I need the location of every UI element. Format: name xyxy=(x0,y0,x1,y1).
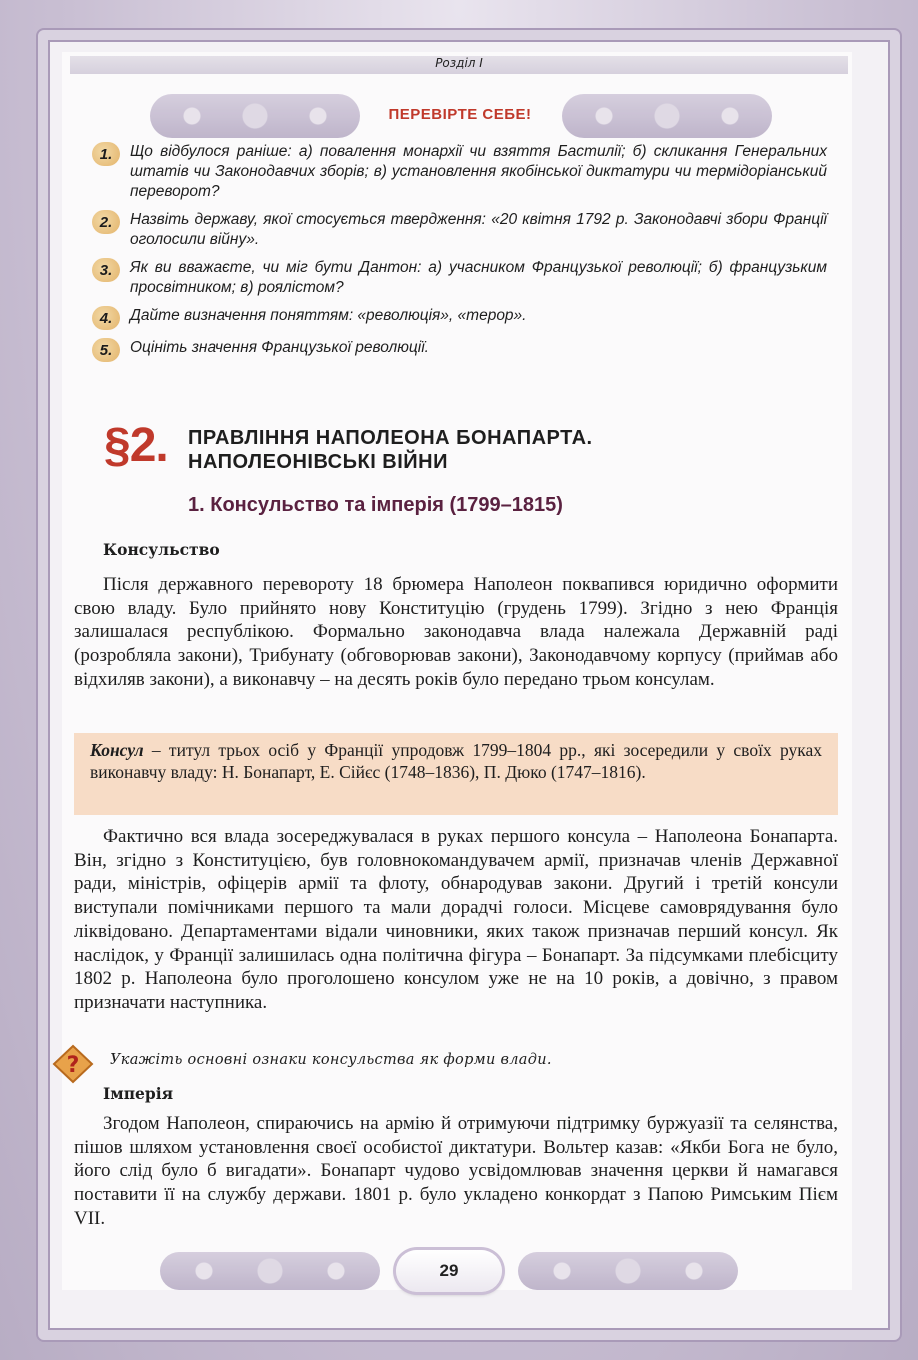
consulate-paragraph-1: Після державного перевороту 18 брюмера Наполеон поквапився юридично оформити свою владу. Було прийнято нову Конституцію (грудень 1799). Згідно з нею Франція залишалася республікою. Формально законодавча влада належала Державній раді (розробляла закони), Трибунату (обговорював закони), Законодавчому корпусу (приймав або відхиляв закони), а виконавчу – на десять років було передано трьом консулам. xyxy=(74,574,838,690)
page-number: 29 xyxy=(439,1261,459,1280)
ornament-right xyxy=(562,94,772,138)
section-subtitle: 1. Консульство та імперія (1799–1815) xyxy=(188,494,563,516)
question-text: Дайте визначення поняттям: «революція», «терор». xyxy=(130,307,527,324)
paragraph-number: §2. xyxy=(104,419,168,472)
question-text: Що відбулося раніше: а) повалення монархії чи взяття Бастилії; б) скликання Генеральних штатів чи Законодавчих зборів; в) установлення якобінської диктатури чи термідоріанський переворот? xyxy=(130,143,827,200)
list-item xyxy=(92,258,827,298)
list-item xyxy=(92,338,827,362)
review-question: Укажіть основні ознаки консульства як форми влади. xyxy=(110,1052,552,1068)
question-number-badge: 5. xyxy=(92,338,120,362)
question-number-badge: 2. xyxy=(92,210,120,234)
question-text: Як ви вважаєте, чи міг бути Дантон: а) учасником Французької революції; б) французьким просвітником; в) роялістом? xyxy=(130,259,827,296)
question-number-badge: 3. xyxy=(92,258,120,282)
empire-paragraph: Згодом Наполеон, спираючись на армію й отримуючи підтримку буржуазії та селянства, пішов шляхом установлення своєї особистої диктатури. Вольтер казав: «Якби Бога не було, його слід було б вигадати». Бонапарт чудово усвідомлював значення церкви й намагався поставити її на службу держави. 1801 р. було укладено конкордат з Папою Римським Пієм VII. xyxy=(74,1113,838,1229)
question-mark-icon xyxy=(52,1044,94,1084)
empire-heading: Імперія xyxy=(103,1084,174,1103)
ornament-left xyxy=(150,94,360,138)
list-item xyxy=(92,142,827,202)
definition-text: – титул трьох осіб у Франції упродовж 1799–1804 рр., які зосередили у своїх руках виконавчу владу: Н. Бонапарт, Е. Сійєс (1748–1836), П. Дюко (1747–1816). xyxy=(90,740,822,782)
ornament-bottom-right xyxy=(518,1252,738,1290)
definition-box xyxy=(74,733,838,815)
paragraph-title xyxy=(188,426,788,474)
definition-term: Консул xyxy=(90,740,144,760)
svg-text:?: ? xyxy=(66,1053,80,1078)
list-item xyxy=(92,306,827,330)
consulate-paragraph-2: Фактично вся влада зосереджувалася в руках першого консула – Наполеона Бонапарта. Він, згідно з Конституцією, був головнокомандувачем армії, призначав членів Державної ради, міністрів, офіцерів армії та флоту, обнародував закони. Другий і третій консули виступали помічниками першого та мали дорадчі голоси. Місцеве самоврядування було ліквідовано. Департаментами відали чиновники, яких також призначав перший консул. Як наслідок, у Франції залишилась одна політична фігура – Бонапарт. За підсумками плебісциту 1802 р. Наполеона було проголошено консулом уже не на 10 років, а довічно, з правом призначати наступника. xyxy=(74,826,838,1013)
question-text: Назвіть державу, якої стосується твердження: «20 квітня 1792 р. Законодавчі збори Франції оголосили війну». xyxy=(130,211,827,248)
question-text: Оцініть значення Французької революції. xyxy=(130,339,429,356)
page-number-badge xyxy=(396,1250,502,1292)
list-item xyxy=(92,210,827,250)
ornament-bottom-left xyxy=(160,1252,380,1290)
question-number-badge: 1. xyxy=(92,142,120,166)
paragraph-title-line1: ПРАВЛІННЯ НАПОЛЕОНА БОНАПАРТА. xyxy=(188,427,593,449)
consulate-heading: Консульство xyxy=(103,540,220,559)
question-number-badge: 4. xyxy=(92,306,120,330)
section-label: Розділ І xyxy=(435,56,483,70)
question-list xyxy=(92,142,827,370)
paragraph-title-line2: НАПОЛЕОНІВСЬКІ ВІЙНИ xyxy=(188,451,448,473)
check-yourself-title: ПЕРЕВІРТЕ СЕБЕ! xyxy=(388,106,532,123)
